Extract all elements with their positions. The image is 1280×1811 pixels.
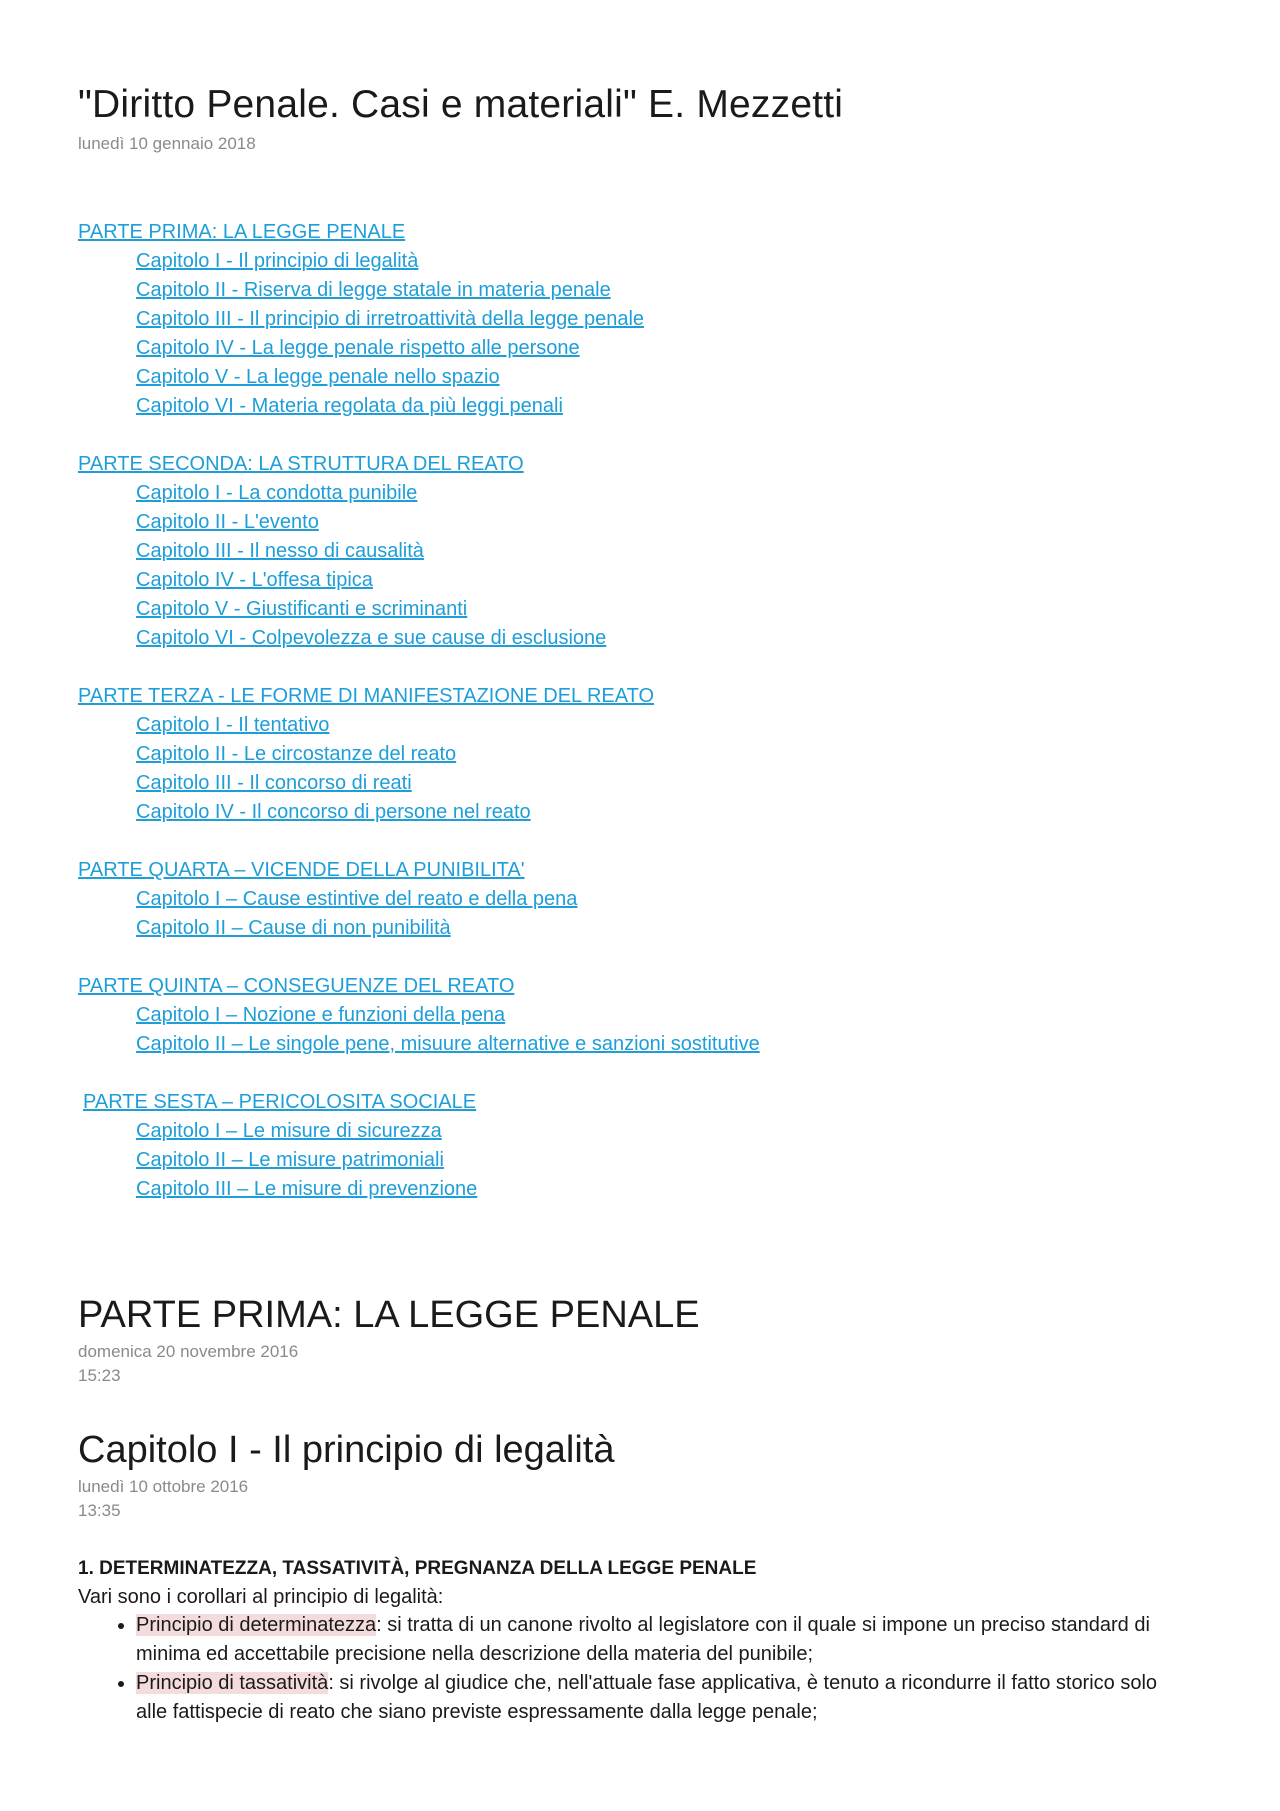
list-item (136, 1669, 1168, 1727)
part-date: domenica 20 novembre 2016 (78, 1342, 299, 1361)
toc-part-link[interactable]: PARTE PRIMA: LA LEGGE PENALE (78, 221, 406, 243)
part-section-header (78, 1290, 1208, 1388)
toc-chapter-link[interactable]: Capitolo II – Cause di non punibilità (136, 917, 451, 939)
toc-chapter-link[interactable]: Capitolo II - L'evento (136, 511, 319, 533)
toc-chapter-link[interactable]: Capitolo V - Giustificanti e scriminanti (136, 598, 468, 620)
toc-part-link[interactable]: PARTE QUINTA – CONSEGUENZE DEL REATO (78, 975, 515, 997)
chapter-body (78, 1555, 1168, 1727)
document-title: "Diritto Penale. Casi e materiali" E. Mezzetti (78, 83, 844, 126)
toc-part (78, 218, 1208, 421)
toc-part (78, 682, 1208, 827)
toc-chapter-link[interactable]: Capitolo IV - L'offesa tipica (136, 569, 373, 591)
toc-chapter-link[interactable]: Capitolo III – Le misure di prevenzione (136, 1178, 478, 1200)
chapter-section-header (78, 1425, 1208, 1523)
intro-paragraph: Vari sono i corollari al principio di legalità: (78, 1586, 444, 1608)
document-date: lunedì 10 gennaio 2018 (78, 134, 256, 153)
toc-chapter-link[interactable]: Capitolo III - Il principio di irretroattività della legge penale (136, 308, 645, 330)
toc-part (78, 972, 1208, 1059)
toc-part-link[interactable]: PARTE TERZA - LE FORME DI MANIFESTAZIONE DEL REATO (78, 685, 655, 707)
toc-chapter-link[interactable]: Capitolo I – Cause estintive del reato e della pena (136, 888, 578, 910)
toc-chapter-link[interactable]: Capitolo II – Le singole pene, misuure alternative e sanzioni sostitutive (136, 1033, 760, 1055)
toc-part (78, 1088, 1208, 1204)
chapter-date: lunedì 10 ottobre 2016 (78, 1477, 249, 1496)
toc-chapter-link[interactable]: Capitolo V - La legge penale nello spazio (136, 366, 500, 388)
toc-chapter-link[interactable]: Capitolo I – Nozione e funzioni della pena (136, 1004, 506, 1026)
toc-chapter-link[interactable]: Capitolo I - Il principio di legalità (136, 250, 419, 272)
toc-part (78, 450, 1208, 653)
toc-chapter-link[interactable]: Capitolo IV - La legge penale rispetto alle persone (136, 337, 580, 359)
toc-chapter-link[interactable]: Capitolo I - Il tentativo (136, 714, 330, 736)
toc-chapter-link[interactable]: Capitolo IV - Il concorso di persone nel reato (136, 801, 531, 823)
toc-chapter-link[interactable]: Capitolo I – Le misure di sicurezza (136, 1120, 442, 1142)
toc-chapter-link[interactable]: Capitolo II – Le misure patrimoniali (136, 1149, 444, 1171)
part-time: 15:23 (78, 1366, 121, 1385)
toc-chapter-link[interactable]: Capitolo II - Riserva di legge statale in materia penale (136, 279, 611, 301)
highlighted-term: Principio di determinatezza (136, 1614, 377, 1636)
table-of-contents (78, 218, 1208, 1204)
chapter-time: 13:35 (78, 1501, 121, 1520)
highlighted-term: Principio di tassatività (136, 1672, 329, 1694)
list-item-text: : si rivolge al giudice che, nell'attuale fase applicativa, è tenuto a ricondurre il fatto storico solo alle fattispecie di reato che siano previste espressamente dalla legge penale; (136, 1672, 1158, 1723)
chapter-title: Capitolo I - Il principio di legalità (78, 1429, 615, 1471)
toc-chapter-link[interactable]: Capitolo I - La condotta punibile (136, 482, 418, 504)
bullet-list (78, 1611, 1168, 1727)
list-item-text: : si tratta di un canone rivolto al legislatore con il quale si impone un preciso standard di minima ed accettabile precisione nella descrizione della materia del punibile; (136, 1614, 1150, 1665)
document-header (78, 78, 1208, 1233)
toc-chapter-link[interactable]: Capitolo III - Il concorso di reati (136, 772, 412, 794)
toc-chapter-link[interactable]: Capitolo VI - Colpevolezza e sue cause di esclusione (136, 627, 607, 649)
toc-part-link[interactable]: PARTE SESTA – PERICOLOSITA SOCIALE (83, 1091, 477, 1113)
subsection-heading: 1. DETERMINATEZZA, TASSATIVITÀ, PREGNANZA DELLA LEGGE PENALE (78, 1558, 757, 1579)
toc-part (78, 856, 1208, 943)
toc-chapter-link[interactable]: Capitolo VI - Materia regolata da più leggi penali (136, 395, 563, 417)
toc-part-link[interactable]: PARTE SECONDA: LA STRUTTURA DEL REATO (78, 453, 524, 475)
toc-chapter-link[interactable]: Capitolo III - Il nesso di causalità (136, 540, 424, 562)
toc-chapter-link[interactable]: Capitolo II - Le circostanze del reato (136, 743, 457, 765)
part-title: PARTE PRIMA: LA LEGGE PENALE (78, 1294, 700, 1336)
toc-part-link[interactable]: PARTE QUARTA – VICENDE DELLA PUNIBILITA' (78, 859, 525, 881)
list-item (136, 1611, 1168, 1669)
